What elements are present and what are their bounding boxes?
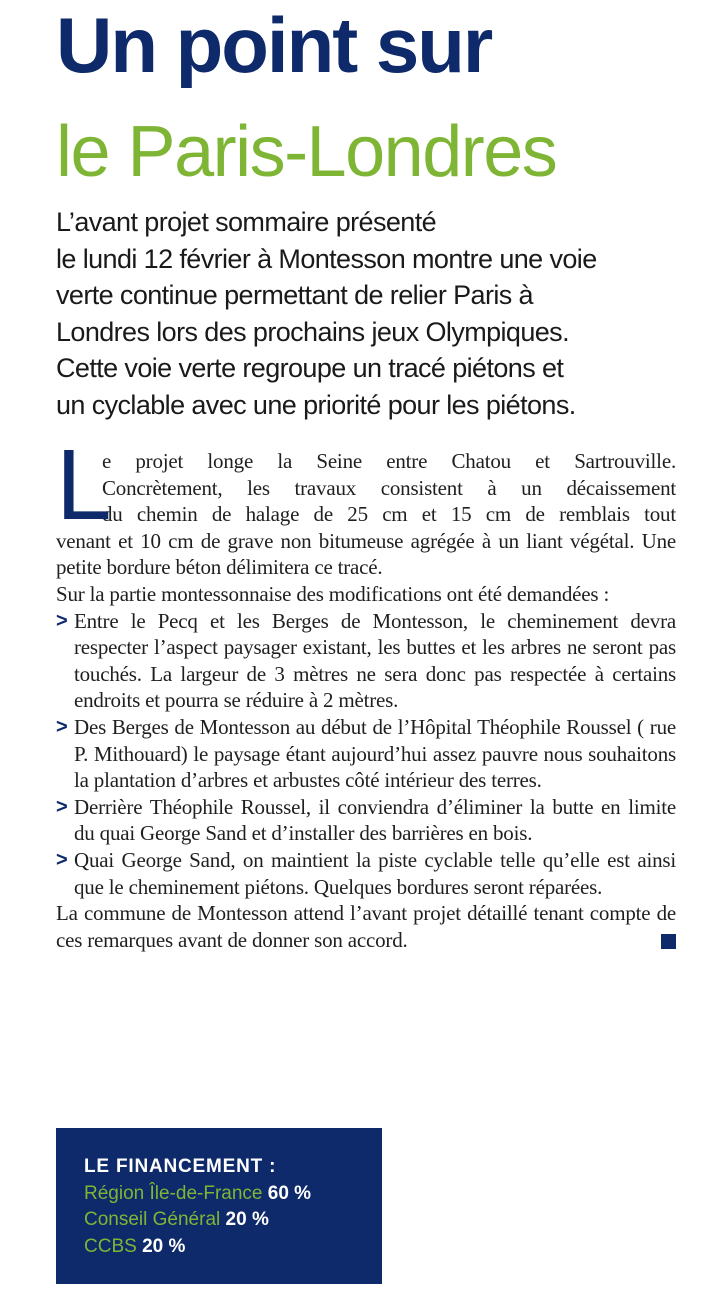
list-item-text: Derrière Théophile Roussel, il conviendra d’éliminer la butte en limite du quai George Sand et d’installer des barrières en bois. bbox=[74, 794, 676, 846]
financement-value: 60 % bbox=[267, 1182, 312, 1204]
title-line-2: le Paris-Londres bbox=[56, 112, 557, 192]
financement-row bbox=[84, 1207, 311, 1234]
end-of-article-square-icon bbox=[661, 934, 676, 949]
financement-heading: LE FINANCEMENT : bbox=[84, 1156, 277, 1177]
intro-paragraph-rest: venant et 10 cm de grave non bitumeuse agrégée à un liant végétal. Une petite bordure béton délimitera ce tracé. bbox=[56, 528, 676, 580]
drop-cap: L bbox=[56, 429, 112, 541]
financement-row bbox=[84, 1234, 311, 1261]
lead-line: un cyclable avec une priorité pour les piétons. bbox=[56, 389, 576, 420]
chevron-right-icon: > bbox=[56, 795, 68, 818]
lead-line: Cette voie verte regroupe un tracé piétons et bbox=[56, 353, 564, 384]
financement-value: 20 % bbox=[142, 1235, 186, 1257]
lead-line: Londres lors des prochains jeux Olympiques. bbox=[56, 316, 569, 347]
chevron-right-icon: > bbox=[56, 715, 68, 738]
title-line-1: Un point sur bbox=[56, 1, 492, 89]
financement-label: CCBS bbox=[84, 1235, 137, 1257]
financement-label: Conseil Général bbox=[84, 1209, 221, 1230]
lead-paragraph bbox=[56, 204, 696, 424]
financement-label: Région Île-de-France bbox=[84, 1182, 263, 1204]
lead-line: verte continue permettant de relier Paris à bbox=[56, 280, 533, 311]
list-item-text: Quai George Sand, on maintient la piste cyclable telle qu’elle est ainsi que le cheminement piétons. Quelques bordures seront réparées. bbox=[74, 847, 676, 899]
list-item bbox=[56, 714, 676, 794]
intro-line: Concrètement, les travaux consistent à un décaissement bbox=[102, 475, 676, 500]
article-body bbox=[56, 429, 676, 953]
chevron-right-icon: > bbox=[56, 848, 68, 871]
list-item-text: Entre le Pecq et les Berges de Montesson, le cheminement devra respecter l’aspect paysager existant, les buttes et les arbres ne seront pas touchés. La largeur de 3 mètres ne sera donc pas respectée à certains endroits et pourra se réduire à 2 mètres. bbox=[74, 608, 676, 713]
list-item bbox=[56, 847, 676, 900]
list-item bbox=[56, 608, 676, 714]
list-item bbox=[56, 794, 676, 847]
financement-box bbox=[56, 1128, 382, 1284]
closing-text: La commune de Montesson attend l’avant projet détaillé tenant compte de ces remarques avant de donner son accord. bbox=[56, 901, 676, 952]
lead-line: L’avant projet sommaire présenté bbox=[56, 207, 437, 237]
financement-row bbox=[84, 1181, 311, 1208]
intro-line: e projet longe la Seine entre Chatou et Sartrouville. bbox=[102, 449, 676, 473]
financement-value: 20 % bbox=[225, 1209, 269, 1230]
modifications-paragraph: Sur la partie montessonnaise des modifications ont été demandées : bbox=[56, 581, 610, 606]
chevron-right-icon: > bbox=[56, 609, 68, 632]
list-item-text: Des Berges de Montesson au début de l’Hôpital Théophile Roussel ( rue P. Mithouard) le paysage étant aujourd’hui assez pauvre nous souhaitons la plantation d’arbres et arbustes côté intérieur des terres. bbox=[74, 714, 676, 793]
closing-paragraph bbox=[56, 900, 676, 953]
intro-line: du chemin de halage de 25 cm et 15 cm de remblais tout bbox=[102, 502, 676, 527]
financement-content bbox=[84, 1154, 311, 1260]
lead-line: le lundi 12 février à Montesson montre une voie bbox=[56, 243, 597, 274]
